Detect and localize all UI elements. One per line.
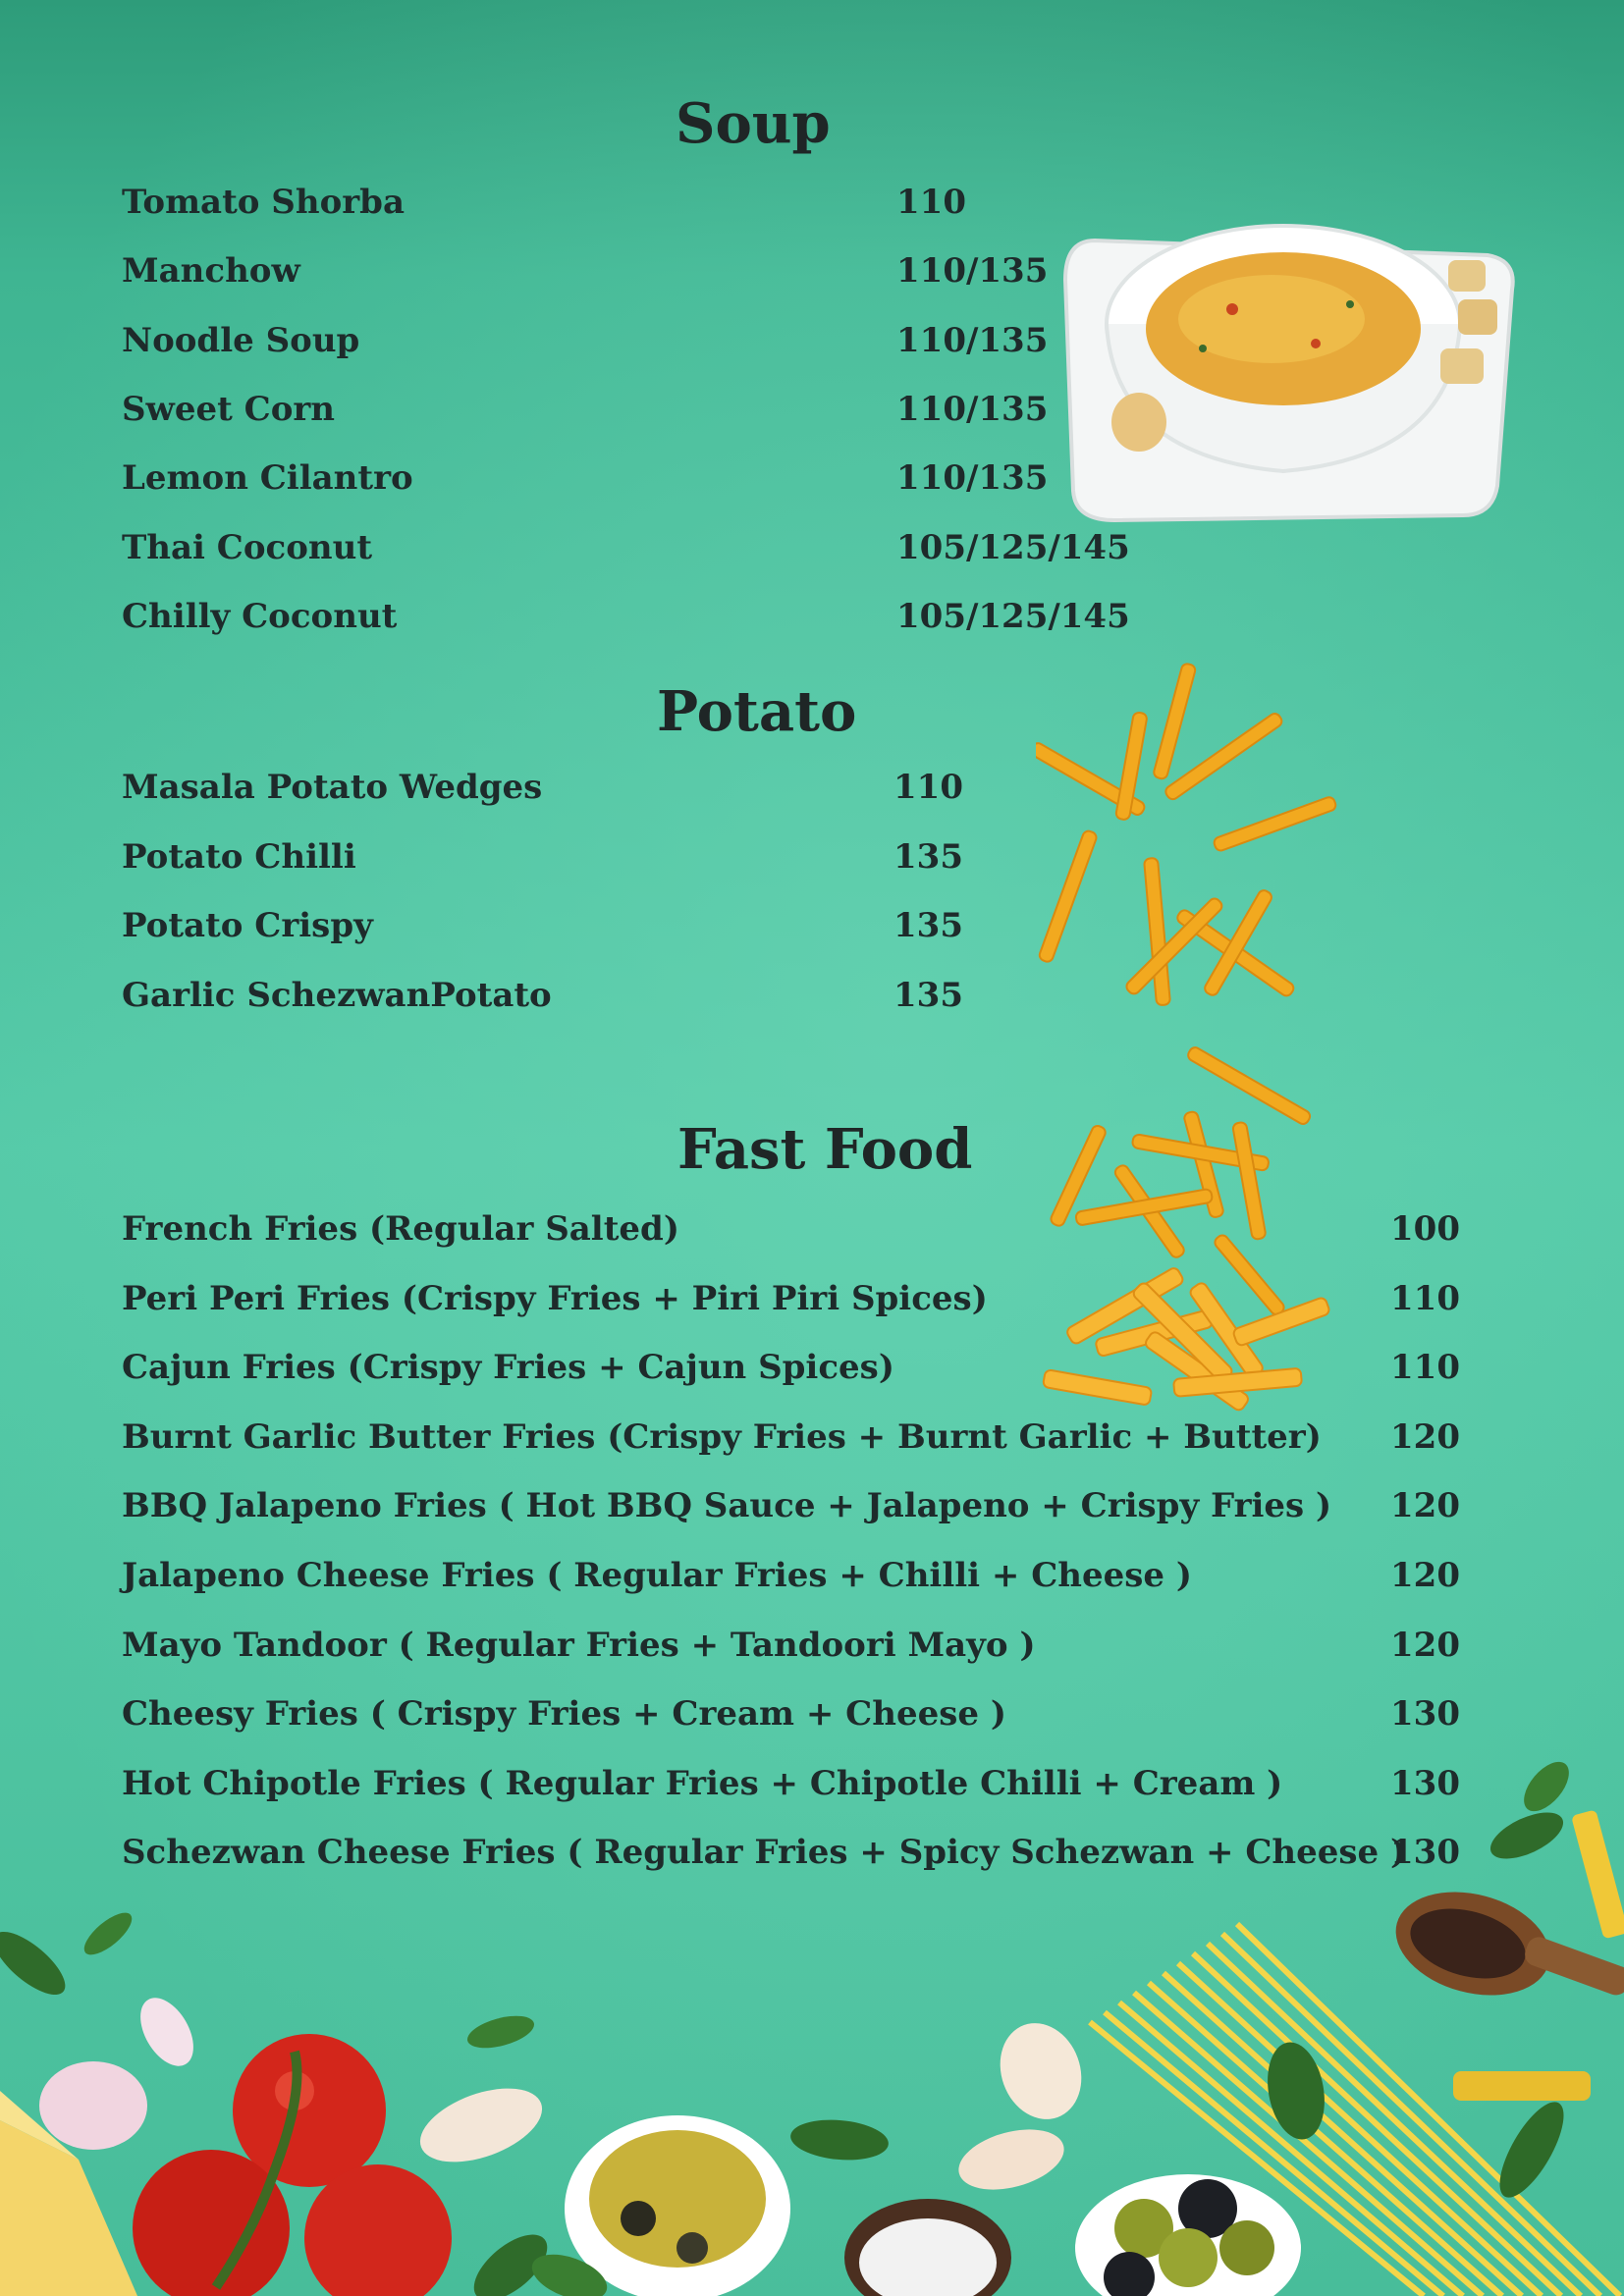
menu-item-row xyxy=(0,518,1624,577)
menu-item-price: 100 xyxy=(1390,1209,1460,1249)
menu-item-name: BBQ Jalapeno Fries ( Hot BBQ Sauce + Jalapeno + Crispy Fries ) xyxy=(122,1486,1332,1526)
menu-item-price: 120 xyxy=(1390,1625,1460,1665)
menu-item-name: Jalapeno Cheese Fries ( Regular Fries + Chilli + Cheese ) xyxy=(122,1556,1192,1595)
menu-item-row xyxy=(0,1546,1624,1605)
menu-item-row xyxy=(0,896,1624,955)
menu-item-row xyxy=(0,1408,1624,1467)
menu-item-price: 120 xyxy=(1390,1416,1460,1457)
menu-item-row xyxy=(0,1476,1624,1535)
menu-item-name: Schezwan Cheese Fries ( Regular Fries + Spicy Schezwan + Cheese ) xyxy=(122,1833,1407,1873)
menu-item-price: 130 xyxy=(1390,1694,1460,1735)
menu-item-name: Garlic SchezwanPotato xyxy=(122,975,552,1015)
menu-item-name: Masala Potato Wedges xyxy=(122,768,543,807)
menu-item-price: 135 xyxy=(893,906,963,945)
menu-item-row xyxy=(0,311,1624,370)
menu-item-price: 130 xyxy=(1390,1833,1460,1873)
menu-item-row xyxy=(0,1200,1624,1258)
menu-item-row xyxy=(0,449,1624,507)
menu-item-price: 135 xyxy=(893,836,963,877)
menu-item-name: Lemon Cilantro xyxy=(122,458,413,499)
menu-item-row xyxy=(0,380,1624,439)
menu-item-price: 110 xyxy=(896,183,966,222)
menu-item-price: 110/135 xyxy=(896,320,1049,360)
menu-item-name: Peri Peri Fries (Crispy Fries + Piri Piri Spices) xyxy=(122,1278,988,1318)
menu-item-row xyxy=(0,1338,1624,1397)
menu-item-name: Hot Chipotle Fries ( Regular Fries + Chipotle Chilli + Cream ) xyxy=(122,1763,1283,1803)
menu-item-name: Potato Crispy xyxy=(122,906,373,945)
menu-item-row xyxy=(0,828,1624,886)
menu-item-row xyxy=(0,1823,1624,1882)
menu-item-row xyxy=(0,1269,1624,1328)
menu-item-price: 105/125/145 xyxy=(896,596,1130,636)
menu-item-price: 120 xyxy=(1390,1556,1460,1595)
menu-item-name: French Fries (Regular Salted) xyxy=(122,1209,679,1249)
menu-item-price: 110/135 xyxy=(896,458,1049,499)
menu-item-name: Potato Chilli xyxy=(122,836,356,877)
menu-item-row xyxy=(0,587,1624,646)
menu-item-price: 110/135 xyxy=(896,251,1049,292)
menu-item-row xyxy=(0,241,1624,300)
menu-item-price: 110/135 xyxy=(896,389,1049,429)
menu-item-price: 110 xyxy=(893,768,963,807)
menu-item-name: Mayo Tandoor ( Regular Fries + Tandoori Mayo ) xyxy=(122,1625,1036,1665)
menu-item-row xyxy=(0,1754,1624,1813)
menu-item-price: 110 xyxy=(1390,1348,1460,1388)
menu-item-row xyxy=(0,1616,1624,1675)
menu-item-price: 120 xyxy=(1390,1486,1460,1526)
menu-item-name: Noodle Soup xyxy=(122,320,360,360)
menu-item-price: 110 xyxy=(1390,1278,1460,1318)
menu-item-price: 105/125/145 xyxy=(896,527,1130,567)
menu-item-row xyxy=(0,966,1624,1025)
menu-item-name: Thai Coconut xyxy=(122,527,373,567)
menu-item-row xyxy=(0,1684,1624,1743)
menu-item-name: Chilly Coconut xyxy=(122,596,398,636)
menu-item-name: Cajun Fries (Crispy Fries + Cajun Spices) xyxy=(122,1348,894,1388)
menu-item-row xyxy=(0,173,1624,232)
potato-title: Potato xyxy=(657,679,857,744)
menu-item-price: 130 xyxy=(1390,1763,1460,1803)
menu-item-name: Tomato Shorba xyxy=(122,183,405,222)
menu-item-row xyxy=(0,758,1624,817)
fast-food-title: Fast Food xyxy=(677,1117,973,1182)
menu-item-name: Manchow xyxy=(122,251,300,292)
menu-item-price: 135 xyxy=(893,975,963,1015)
soup-title: Soup xyxy=(676,91,831,156)
menu-item-name: Cheesy Fries ( Crispy Fries + Cream + Cheese ) xyxy=(122,1694,1006,1735)
menu-item-name: Sweet Corn xyxy=(122,389,335,429)
menu-item-name: Burnt Garlic Butter Fries (Crispy Fries + Burnt Garlic + Butter) xyxy=(122,1416,1322,1457)
